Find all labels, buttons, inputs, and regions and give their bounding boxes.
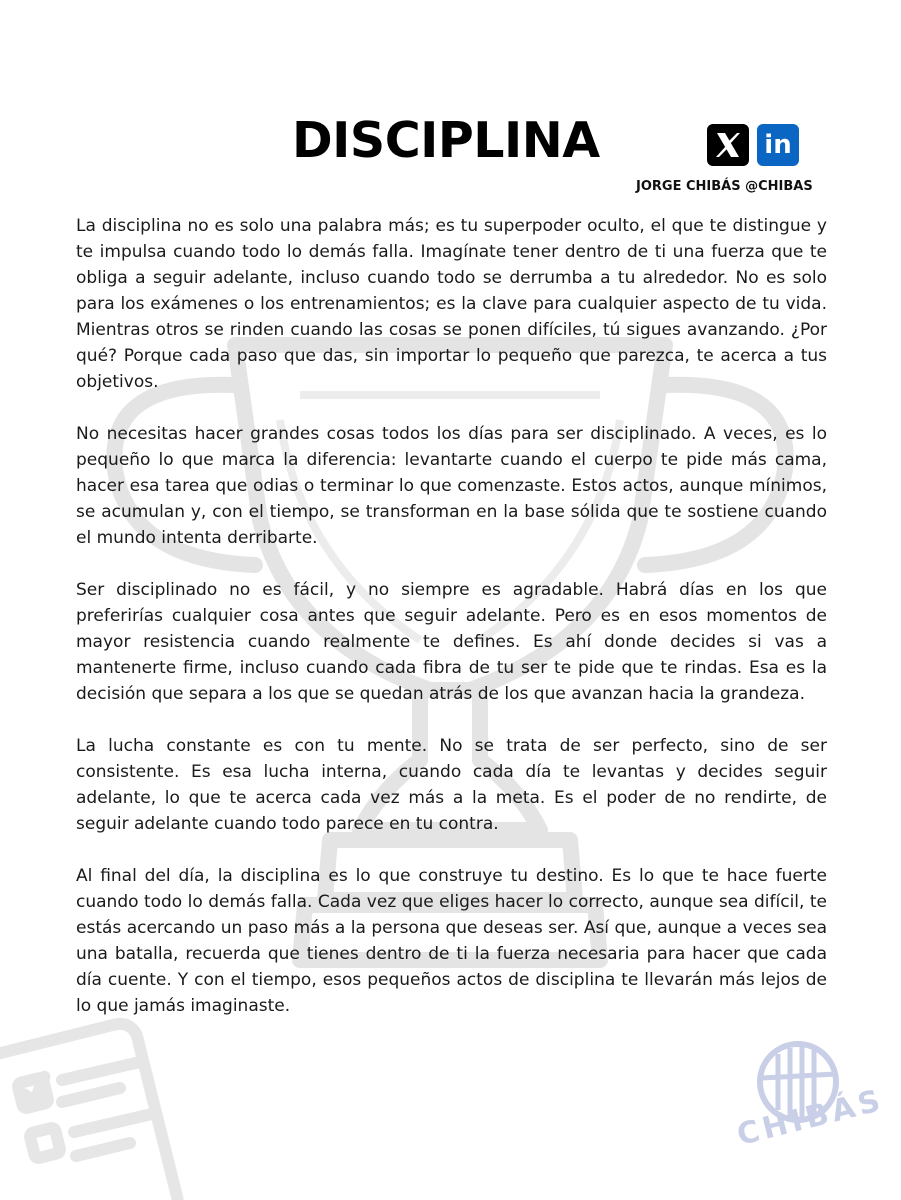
paragraph: La lucha constante es con tu mente. No se trata de ser perfecto, sino de ser consistente. Es esa lucha interna, cuando cada día te levantas y decides seguir adelante, lo que te acerca cada vez más a la meta. Es el poder de no rendirte, de seguir adelante cuando todo parece en tu contra. [76, 736, 827, 834]
paragraph: Al final del día, la disciplina es lo que construye tu destino. Es lo que te hace fuerte cuando todo lo demás falla. Cada vez que eliges hacer lo correcto, aunque sea difícil, te estás acercando un paso más a la persona que deseas ser. Así que, aunque a veces sea una batalla, recuerda que tienes dentro de ti la fuerza necesaria para hacer que cada día cuente. Y con el tiempo, esos pequeños actos de disciplina te llevarán más lejos de lo que jamás imaginaste. [76, 866, 827, 1016]
paragraph: Ser disciplinado no es fácil, y no siempre es agradable. Habrá días en los que preferirías cualquier cosa antes que seguir adelante. Pero es en esos momentos de mayor resistencia cuando realmente te defines. Es ahí donde decides si vas a mantenerte firme, incluso cuando cada fibra de tu ser te pide que te rindas. Esa es la decisión que separa a los que se quedan atrás de los que avanzan hacia la grandeza. [76, 580, 827, 704]
paragraph: No necesitas hacer grandes cosas todos los días para ser disciplinado. A veces, es lo pequeño lo que marca la diferencia: levantarte cuando el cuerpo te pide más cama, hacer esa tarea que odias o terminar lo que comenzaste. Estos actos, aunque mínimos, se acumulan y, con el tiempo, se transforman en la base sólida que te sostiene cuando el mundo intenta derribarte. [76, 424, 827, 548]
linkedin-icon[interactable]: in [757, 124, 799, 166]
author-handle: JORGE CHIBÁS @CHIBAS [636, 179, 813, 194]
x-logo-icon [707, 124, 749, 166]
brand-wordmark: CHIBÁS [733, 1082, 888, 1153]
x-social-icon[interactable] [707, 124, 749, 166]
paragraph: La disciplina no es solo una palabra más; es tu superpoder oculto, el que te distingue y te impulsa cuando todo lo demás falla. Imagínate tener dentro de ti una fuerza que te obliga a seguir adelante, incluso cuando todo se derrumba a tu alrededor. No es solo para los exámenes o los entrenamientos; es la clave para cualquier aspecto de tu vida. Mientras otros se rinden cuando las cosas se ponen difíciles, tú sigues avanzando. ¿Por qué? Porque cada paso que das, sin importar lo pequeño que parezca, te acerca a tus objetivos. [76, 216, 827, 392]
page-title: DISCIPLINA [292, 112, 600, 169]
article-body [76, 213, 827, 1045]
